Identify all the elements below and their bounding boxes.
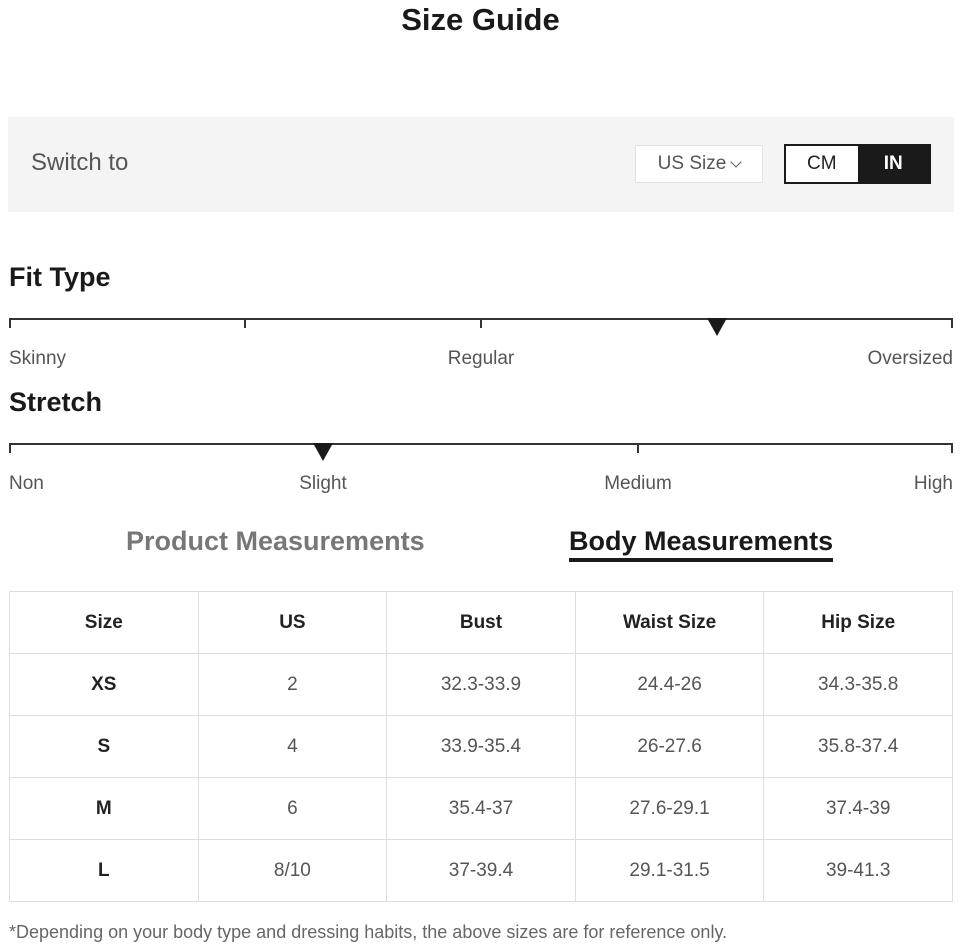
cell-hip: 34.3-35.8 — [764, 654, 953, 716]
cell-hip: 39-41.3 — [764, 840, 953, 902]
cell-bust: 32.3-33.9 — [387, 654, 576, 716]
fit-type-tick — [480, 318, 482, 328]
cell-size: XS — [10, 654, 199, 716]
stretch-tick — [637, 443, 639, 453]
stretch-tick — [951, 443, 953, 453]
stretch-marker-icon — [313, 443, 333, 461]
cell-waist: 26-27.6 — [575, 716, 764, 778]
unit-toggle — [784, 144, 931, 184]
unit-cm-button[interactable]: CM — [786, 146, 858, 182]
cell-size: L — [10, 840, 199, 902]
stretch-tick — [9, 443, 11, 453]
cell-size: S — [10, 716, 199, 778]
unit-switch-bar — [8, 117, 954, 212]
fit-label-oversized: Oversized — [867, 348, 953, 369]
cell-bust: 37-39.4 — [387, 840, 576, 902]
stretch-label-medium: Medium — [604, 473, 672, 494]
size-table — [9, 591, 953, 902]
tab-product-measurements[interactable]: Product Measurements — [126, 526, 425, 556]
fit-label-regular: Regular — [447, 348, 515, 369]
size-system-dropdown[interactable] — [635, 145, 763, 183]
cell-hip: 35.8-37.4 — [764, 716, 953, 778]
tab-body-measurements[interactable]: Body Measurements — [569, 526, 833, 562]
fit-type-tick — [9, 318, 11, 328]
stretch-scale — [9, 443, 953, 503]
header-waist-size: Waist Size — [575, 592, 764, 654]
stretch-label-slight: Slight — [299, 473, 347, 494]
cell-size: M — [10, 778, 199, 840]
cell-hip: 37.4-39 — [764, 778, 953, 840]
size-system-value: US Size — [657, 153, 727, 174]
footnote: *Depending on your body type and dressing habits, the above sizes are for reference only. — [9, 922, 728, 942]
table-row — [10, 716, 953, 778]
cell-us: 2 — [198, 654, 387, 716]
header-hip-size: Hip Size — [764, 592, 953, 654]
fit-type-tick — [951, 318, 953, 328]
stretch-scale-line — [9, 443, 953, 445]
cell-us: 6 — [198, 778, 387, 840]
cell-waist: 24.4-26 — [575, 654, 764, 716]
cell-us: 8/10 — [198, 840, 387, 902]
cell-us: 4 — [198, 716, 387, 778]
table-row — [10, 840, 953, 902]
table-header-row — [10, 592, 953, 654]
fit-type-tick — [244, 318, 246, 328]
unit-in-button[interactable]: IN — [858, 146, 930, 182]
table-row — [10, 778, 953, 840]
stretch-heading: Stretch — [9, 387, 103, 417]
fit-type-marker-icon — [707, 318, 727, 336]
chevron-down-icon — [731, 156, 742, 167]
cell-bust: 33.9-35.4 — [387, 716, 576, 778]
table-row — [10, 654, 953, 716]
stretch-label-high: High — [913, 473, 953, 494]
cell-bust: 35.4-37 — [387, 778, 576, 840]
header-bust: Bust — [387, 592, 576, 654]
header-size: Size — [10, 592, 199, 654]
stretch-label-non: Non — [9, 473, 44, 494]
fit-type-scale — [9, 318, 953, 378]
page-title: Size Guide — [401, 2, 560, 37]
cell-waist: 27.6-29.1 — [575, 778, 764, 840]
cell-waist: 29.1-31.5 — [575, 840, 764, 902]
switch-to-label: Switch to — [31, 149, 129, 176]
header-us: US — [198, 592, 387, 654]
fit-type-heading: Fit Type — [9, 262, 111, 292]
fit-label-skinny: Skinny — [9, 348, 67, 369]
